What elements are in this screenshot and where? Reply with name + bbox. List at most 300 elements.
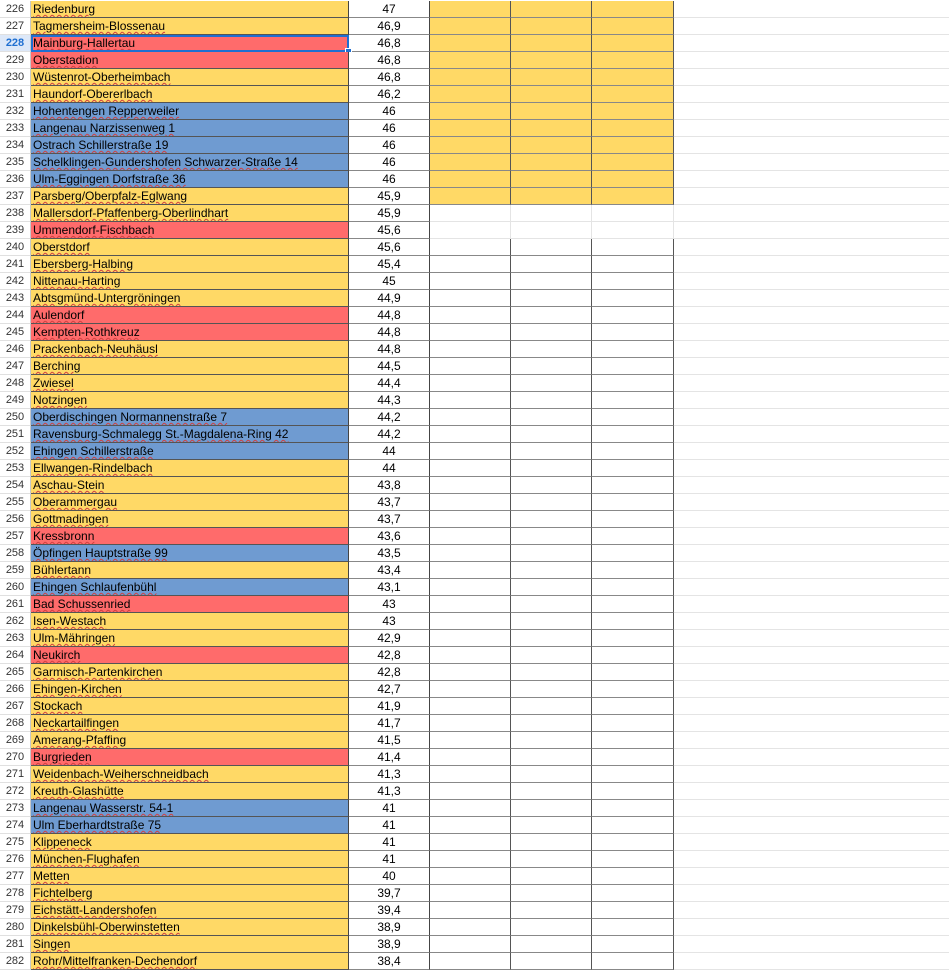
empty-cell[interactable] [674, 52, 949, 69]
empty-cell[interactable] [674, 358, 949, 375]
station-name-cell[interactable] [31, 664, 349, 681]
empty-cell[interactable] [674, 528, 949, 545]
station-name-cell[interactable] [31, 460, 349, 477]
row-header[interactable]: 248 [0, 375, 31, 392]
empty-cell[interactable] [511, 664, 592, 681]
empty-cell[interactable] [674, 103, 949, 120]
empty-cell[interactable] [592, 630, 674, 647]
empty-cell[interactable] [592, 783, 674, 800]
empty-cell[interactable] [674, 154, 949, 171]
value-cell[interactable]: 38,9 [349, 919, 430, 936]
empty-cell[interactable] [674, 579, 949, 596]
value-cell[interactable]: 43 [349, 613, 430, 630]
empty-cell[interactable] [430, 188, 511, 205]
value-cell[interactable]: 43,8 [349, 477, 430, 494]
empty-cell[interactable] [430, 783, 511, 800]
station-name-cell[interactable] [31, 375, 349, 392]
empty-cell[interactable] [511, 86, 592, 103]
value-cell[interactable]: 45 [349, 273, 430, 290]
row-header[interactable]: 258 [0, 545, 31, 562]
empty-cell[interactable] [592, 103, 674, 120]
empty-cell[interactable] [511, 647, 592, 664]
empty-cell[interactable] [430, 358, 511, 375]
empty-cell[interactable] [430, 800, 511, 817]
station-name-cell[interactable] [31, 86, 349, 103]
empty-cell[interactable] [674, 18, 949, 35]
row-header[interactable]: 262 [0, 613, 31, 630]
empty-cell[interactable] [511, 681, 592, 698]
row-header[interactable]: 234 [0, 137, 31, 154]
empty-cell[interactable] [592, 596, 674, 613]
empty-cell[interactable] [430, 477, 511, 494]
value-cell[interactable]: 45,6 [349, 222, 430, 239]
station-name-cell[interactable] [31, 137, 349, 154]
empty-cell[interactable] [430, 1, 511, 18]
empty-cell[interactable] [511, 409, 592, 426]
empty-cell[interactable] [511, 511, 592, 528]
value-cell[interactable]: 44 [349, 460, 430, 477]
row-header[interactable]: 270 [0, 749, 31, 766]
empty-cell[interactable] [430, 749, 511, 766]
empty-cell[interactable] [592, 511, 674, 528]
station-name-cell[interactable] [31, 35, 349, 52]
row-header[interactable]: 245 [0, 324, 31, 341]
value-cell[interactable]: 41,3 [349, 783, 430, 800]
empty-cell[interactable] [592, 52, 674, 69]
row-header[interactable]: 259 [0, 562, 31, 579]
value-cell[interactable]: 44,5 [349, 358, 430, 375]
empty-cell[interactable] [674, 834, 949, 851]
empty-cell[interactable] [430, 732, 511, 749]
station-name-cell[interactable] [31, 630, 349, 647]
empty-cell[interactable] [674, 426, 949, 443]
empty-cell[interactable] [674, 120, 949, 137]
row-header[interactable]: 235 [0, 154, 31, 171]
empty-cell[interactable] [674, 35, 949, 52]
empty-cell[interactable] [511, 460, 592, 477]
empty-cell[interactable] [592, 35, 674, 52]
row-header[interactable]: 231 [0, 86, 31, 103]
empty-cell[interactable] [592, 120, 674, 137]
empty-cell[interactable] [592, 18, 674, 35]
empty-cell[interactable] [430, 851, 511, 868]
empty-cell[interactable] [674, 919, 949, 936]
value-cell[interactable]: 39,4 [349, 902, 430, 919]
row-header[interactable]: 276 [0, 851, 31, 868]
empty-cell[interactable] [592, 86, 674, 103]
value-cell[interactable]: 41,5 [349, 732, 430, 749]
empty-cell[interactable] [511, 188, 592, 205]
empty-cell[interactable] [511, 698, 592, 715]
empty-cell[interactable] [511, 715, 592, 732]
station-name-cell[interactable] [31, 749, 349, 766]
station-name-cell[interactable] [31, 205, 349, 222]
station-name-cell[interactable] [31, 834, 349, 851]
row-header[interactable]: 246 [0, 341, 31, 358]
row-header[interactable]: 243 [0, 290, 31, 307]
value-cell[interactable]: 39,7 [349, 885, 430, 902]
empty-cell[interactable] [511, 749, 592, 766]
empty-cell[interactable] [511, 902, 592, 919]
station-name-cell[interactable] [31, 817, 349, 834]
value-cell[interactable]: 46,8 [349, 52, 430, 69]
empty-cell[interactable] [430, 868, 511, 885]
empty-cell[interactable] [511, 426, 592, 443]
empty-cell[interactable] [592, 239, 674, 256]
empty-cell[interactable] [674, 783, 949, 800]
empty-cell[interactable] [674, 375, 949, 392]
station-name-cell[interactable] [31, 307, 349, 324]
empty-cell[interactable] [430, 154, 511, 171]
station-name-cell[interactable] [31, 324, 349, 341]
empty-cell[interactable] [511, 494, 592, 511]
value-cell[interactable]: 44 [349, 443, 430, 460]
value-cell[interactable]: 46,2 [349, 86, 430, 103]
empty-cell[interactable] [430, 528, 511, 545]
empty-cell[interactable] [430, 715, 511, 732]
empty-cell[interactable] [430, 205, 511, 222]
value-cell[interactable]: 46 [349, 137, 430, 154]
empty-cell[interactable] [674, 256, 949, 273]
row-header[interactable]: 251 [0, 426, 31, 443]
station-name-cell[interactable] [31, 562, 349, 579]
empty-cell[interactable] [430, 341, 511, 358]
empty-cell[interactable] [430, 698, 511, 715]
value-cell[interactable]: 43 [349, 596, 430, 613]
empty-cell[interactable] [430, 834, 511, 851]
empty-cell[interactable] [592, 324, 674, 341]
station-name-cell[interactable] [31, 732, 349, 749]
row-header[interactable]: 256 [0, 511, 31, 528]
empty-cell[interactable] [511, 18, 592, 35]
station-name-cell[interactable] [31, 290, 349, 307]
empty-cell[interactable] [430, 647, 511, 664]
empty-cell[interactable] [592, 936, 674, 953]
empty-cell[interactable] [511, 630, 592, 647]
station-name-cell[interactable] [31, 698, 349, 715]
empty-cell[interactable] [592, 1, 674, 18]
station-name-cell[interactable] [31, 545, 349, 562]
row-header[interactable]: 257 [0, 528, 31, 545]
value-cell[interactable]: 45,4 [349, 256, 430, 273]
station-name-cell[interactable] [31, 154, 349, 171]
empty-cell[interactable] [430, 171, 511, 188]
row-header[interactable]: 239 [0, 222, 31, 239]
empty-cell[interactable] [674, 409, 949, 426]
station-name-cell[interactable] [31, 239, 349, 256]
empty-cell[interactable] [674, 324, 949, 341]
empty-cell[interactable] [592, 137, 674, 154]
empty-cell[interactable] [511, 817, 592, 834]
empty-cell[interactable] [430, 494, 511, 511]
row-header[interactable]: 226 [0, 1, 31, 18]
value-cell[interactable]: 45,6 [349, 239, 430, 256]
empty-cell[interactable] [674, 817, 949, 834]
empty-cell[interactable] [430, 324, 511, 341]
row-header[interactable]: 240 [0, 239, 31, 256]
empty-cell[interactable] [674, 290, 949, 307]
empty-cell[interactable] [674, 273, 949, 290]
row-header[interactable]: 268 [0, 715, 31, 732]
empty-cell[interactable] [674, 545, 949, 562]
row-header[interactable]: 267 [0, 698, 31, 715]
station-name-cell[interactable] [31, 902, 349, 919]
row-header[interactable]: 265 [0, 664, 31, 681]
empty-cell[interactable] [592, 205, 674, 222]
empty-cell[interactable] [511, 953, 592, 970]
empty-cell[interactable] [592, 154, 674, 171]
row-header[interactable]: 238 [0, 205, 31, 222]
row-header[interactable]: 253 [0, 460, 31, 477]
empty-cell[interactable] [430, 290, 511, 307]
value-cell[interactable]: 46,9 [349, 18, 430, 35]
empty-cell[interactable] [674, 69, 949, 86]
value-cell[interactable]: 41 [349, 851, 430, 868]
station-name-cell[interactable] [31, 647, 349, 664]
empty-cell[interactable] [430, 460, 511, 477]
empty-cell[interactable] [430, 392, 511, 409]
empty-cell[interactable] [511, 528, 592, 545]
row-header[interactable]: 278 [0, 885, 31, 902]
empty-cell[interactable] [592, 69, 674, 86]
row-header[interactable]: 249 [0, 392, 31, 409]
row-header[interactable]: 228 [0, 35, 31, 52]
value-cell[interactable]: 47 [349, 1, 430, 18]
row-header[interactable]: 273 [0, 800, 31, 817]
empty-cell[interactable] [430, 256, 511, 273]
value-cell[interactable]: 45,9 [349, 205, 430, 222]
empty-cell[interactable] [430, 936, 511, 953]
value-cell[interactable]: 43,4 [349, 562, 430, 579]
value-cell[interactable]: 46 [349, 120, 430, 137]
empty-cell[interactable] [674, 902, 949, 919]
empty-cell[interactable] [511, 35, 592, 52]
value-cell[interactable]: 41 [349, 800, 430, 817]
empty-cell[interactable] [430, 18, 511, 35]
empty-cell[interactable] [430, 69, 511, 86]
empty-cell[interactable] [674, 613, 949, 630]
empty-cell[interactable] [674, 715, 949, 732]
station-name-cell[interactable] [31, 596, 349, 613]
station-name-cell[interactable] [31, 766, 349, 783]
empty-cell[interactable] [511, 222, 592, 239]
station-name-cell[interactable] [31, 511, 349, 528]
empty-cell[interactable] [592, 460, 674, 477]
empty-cell[interactable] [592, 919, 674, 936]
station-name-cell[interactable] [31, 885, 349, 902]
empty-cell[interactable] [430, 409, 511, 426]
empty-cell[interactable] [592, 222, 674, 239]
empty-cell[interactable] [430, 307, 511, 324]
value-cell[interactable]: 41 [349, 817, 430, 834]
station-name-cell[interactable] [31, 341, 349, 358]
row-header[interactable]: 237 [0, 188, 31, 205]
station-name-cell[interactable] [31, 409, 349, 426]
value-cell[interactable]: 41,4 [349, 749, 430, 766]
row-header[interactable]: 282 [0, 953, 31, 970]
empty-cell[interactable] [592, 817, 674, 834]
empty-cell[interactable] [592, 409, 674, 426]
empty-cell[interactable] [511, 290, 592, 307]
empty-cell[interactable] [592, 545, 674, 562]
empty-cell[interactable] [592, 579, 674, 596]
empty-cell[interactable] [674, 477, 949, 494]
empty-cell[interactable] [674, 392, 949, 409]
empty-cell[interactable] [511, 137, 592, 154]
empty-cell[interactable] [674, 630, 949, 647]
empty-cell[interactable] [592, 273, 674, 290]
empty-cell[interactable] [430, 562, 511, 579]
row-header[interactable]: 269 [0, 732, 31, 749]
station-name-cell[interactable] [31, 256, 349, 273]
empty-cell[interactable] [430, 681, 511, 698]
row-header[interactable]: 250 [0, 409, 31, 426]
station-name-cell[interactable] [31, 443, 349, 460]
empty-cell[interactable] [511, 783, 592, 800]
station-name-cell[interactable] [31, 426, 349, 443]
value-cell[interactable]: 42,8 [349, 647, 430, 664]
empty-cell[interactable] [511, 596, 592, 613]
station-name-cell[interactable] [31, 783, 349, 800]
empty-cell[interactable] [592, 443, 674, 460]
station-name-cell[interactable] [31, 273, 349, 290]
value-cell[interactable]: 44,2 [349, 409, 430, 426]
empty-cell[interactable] [592, 885, 674, 902]
empty-cell[interactable] [511, 851, 592, 868]
empty-cell[interactable] [511, 834, 592, 851]
empty-cell[interactable] [511, 579, 592, 596]
value-cell[interactable]: 44,2 [349, 426, 430, 443]
empty-cell[interactable] [592, 494, 674, 511]
row-header[interactable]: 229 [0, 52, 31, 69]
value-cell[interactable]: 43,7 [349, 494, 430, 511]
value-cell[interactable]: 38,9 [349, 936, 430, 953]
empty-cell[interactable] [430, 222, 511, 239]
empty-cell[interactable] [592, 800, 674, 817]
row-header[interactable]: 264 [0, 647, 31, 664]
empty-cell[interactable] [430, 103, 511, 120]
empty-cell[interactable] [511, 919, 592, 936]
empty-cell[interactable] [592, 681, 674, 698]
empty-cell[interactable] [674, 222, 949, 239]
station-name-cell[interactable] [31, 936, 349, 953]
empty-cell[interactable] [592, 307, 674, 324]
value-cell[interactable]: 46,8 [349, 35, 430, 52]
station-name-cell[interactable] [31, 477, 349, 494]
row-header[interactable]: 241 [0, 256, 31, 273]
empty-cell[interactable] [511, 868, 592, 885]
empty-cell[interactable] [511, 154, 592, 171]
value-cell[interactable]: 46 [349, 103, 430, 120]
station-name-cell[interactable] [31, 392, 349, 409]
empty-cell[interactable] [511, 324, 592, 341]
station-name-cell[interactable] [31, 919, 349, 936]
empty-cell[interactable] [430, 766, 511, 783]
empty-cell[interactable] [674, 698, 949, 715]
value-cell[interactable]: 41,3 [349, 766, 430, 783]
empty-cell[interactable] [511, 562, 592, 579]
value-cell[interactable]: 42,8 [349, 664, 430, 681]
row-header[interactable]: 281 [0, 936, 31, 953]
row-header[interactable]: 242 [0, 273, 31, 290]
row-header[interactable]: 280 [0, 919, 31, 936]
empty-cell[interactable] [511, 120, 592, 137]
row-header[interactable]: 227 [0, 18, 31, 35]
empty-cell[interactable] [511, 375, 592, 392]
empty-cell[interactable] [430, 613, 511, 630]
empty-cell[interactable] [511, 341, 592, 358]
station-name-cell[interactable] [31, 800, 349, 817]
empty-cell[interactable] [592, 290, 674, 307]
station-name-cell[interactable] [31, 851, 349, 868]
value-cell[interactable]: 44,4 [349, 375, 430, 392]
empty-cell[interactable] [511, 545, 592, 562]
empty-cell[interactable] [430, 596, 511, 613]
empty-cell[interactable] [592, 528, 674, 545]
empty-cell[interactable] [592, 358, 674, 375]
empty-cell[interactable] [511, 732, 592, 749]
empty-cell[interactable] [592, 732, 674, 749]
station-name-cell[interactable] [31, 868, 349, 885]
empty-cell[interactable] [674, 137, 949, 154]
empty-cell[interactable] [674, 188, 949, 205]
empty-cell[interactable] [430, 443, 511, 460]
empty-cell[interactable] [674, 596, 949, 613]
station-name-cell[interactable] [31, 681, 349, 698]
value-cell[interactable]: 38,4 [349, 953, 430, 970]
empty-cell[interactable] [674, 749, 949, 766]
value-cell[interactable]: 40 [349, 868, 430, 885]
empty-cell[interactable] [511, 307, 592, 324]
empty-cell[interactable] [511, 256, 592, 273]
empty-cell[interactable] [674, 86, 949, 103]
value-cell[interactable]: 43,5 [349, 545, 430, 562]
empty-cell[interactable] [592, 477, 674, 494]
row-header[interactable]: 271 [0, 766, 31, 783]
empty-cell[interactable] [430, 817, 511, 834]
empty-cell[interactable] [592, 426, 674, 443]
value-cell[interactable]: 43,6 [349, 528, 430, 545]
empty-cell[interactable] [592, 868, 674, 885]
empty-cell[interactable] [430, 35, 511, 52]
empty-cell[interactable] [511, 613, 592, 630]
empty-cell[interactable] [430, 885, 511, 902]
empty-cell[interactable] [674, 562, 949, 579]
empty-cell[interactable] [430, 86, 511, 103]
value-cell[interactable]: 43,1 [349, 579, 430, 596]
empty-cell[interactable] [430, 137, 511, 154]
value-cell[interactable]: 41 [349, 834, 430, 851]
station-name-cell[interactable] [31, 188, 349, 205]
station-name-cell[interactable] [31, 953, 349, 970]
station-name-cell[interactable] [31, 52, 349, 69]
empty-cell[interactable] [674, 460, 949, 477]
row-header[interactable]: 272 [0, 783, 31, 800]
empty-cell[interactable] [592, 375, 674, 392]
empty-cell[interactable] [674, 766, 949, 783]
row-header[interactable]: 261 [0, 596, 31, 613]
station-name-cell[interactable] [31, 715, 349, 732]
row-header[interactable]: 236 [0, 171, 31, 188]
empty-cell[interactable] [511, 69, 592, 86]
empty-cell[interactable] [592, 392, 674, 409]
empty-cell[interactable] [674, 885, 949, 902]
value-cell[interactable]: 44,8 [349, 341, 430, 358]
row-header[interactable]: 232 [0, 103, 31, 120]
row-header[interactable]: 274 [0, 817, 31, 834]
row-header[interactable]: 247 [0, 358, 31, 375]
station-name-cell[interactable] [31, 1, 349, 18]
